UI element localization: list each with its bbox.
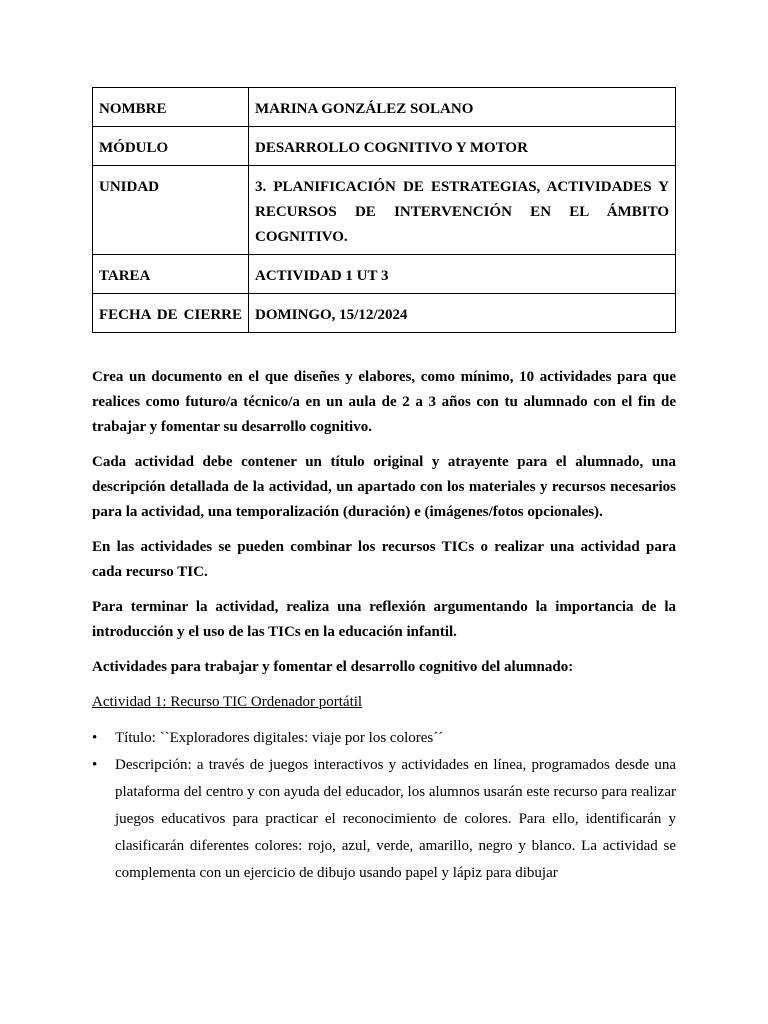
unidad-value: 3. PLANIFICACIÓN DE ESTRATEGIAS, ACTIVIDADES Y RECURSOS DE INTERVENCIÓN EN EL ÁMBITO COGNITIVO.	[249, 166, 676, 255]
table-row	[93, 294, 676, 333]
nombre-value: MARINA GONZÁLEZ SOLANO	[249, 88, 676, 127]
tarea-label: TAREA	[93, 255, 249, 294]
activity-item-list	[92, 725, 676, 887]
list-item	[92, 752, 676, 887]
modulo-value: DESARROLLO COGNITIVO Y MOTOR	[249, 127, 676, 166]
modulo-label: MÓDULO	[93, 127, 249, 166]
activity-item-text: Descripción: a través de juegos interactivos y actividades en línea, programados desde una plataforma del centro y con ayuda del educador, los alumnos usarán este recurso para realizar juegos educativos para practicar el reconocimiento de colores. Para ello, identificarán y clasificarán diferentes colores: rojo, azul, verde, amarillo, negro y blanco. La actividad se complementa con un ejercicio de dibujo usando papel y lápiz para dibujar	[115, 757, 676, 881]
list-item	[92, 725, 676, 752]
header-table	[92, 87, 676, 333]
bullet-icon: •	[92, 730, 98, 746]
document-page	[92, 87, 676, 887]
instruction-paragraph: Para terminar la actividad, realiza una reflexión argumentando la importancia de la introducción y el uso de las TICs en la educación infantil.	[92, 599, 676, 640]
instruction-paragraph: Crea un documento en el que diseñes y elabores, como mínimo, 10 actividades para que realices como futuro/a técnico/a en un aula de 2 a 3 años con tu alumnado con el fin de trabajar y fomentar su desarrollo cognitivo.	[92, 369, 676, 435]
table-row	[93, 88, 676, 127]
table-row	[93, 255, 676, 294]
tarea-value: ACTIVIDAD 1 UT 3	[249, 255, 676, 294]
activity-title: Actividad 1: Recurso TIC Ordenador portátil	[92, 694, 363, 710]
activity-item-text: Título: ``Exploradores digitales: viaje por los colores´´	[115, 730, 444, 746]
table-row	[93, 127, 676, 166]
instruction-paragraph: En las actividades se pueden combinar los recursos TICs o realizar una actividad para cada recurso TIC.	[92, 539, 676, 580]
table-row	[93, 166, 676, 255]
fecha-cierre-label: FECHA DE CIERRE	[93, 294, 249, 333]
instruction-paragraph: Cada actividad debe contener un título original y atrayente para el alumnado, una descripción detallada de la actividad, un apartado con los materiales y recursos necesarios para la actividad, una temporalización (duración) e (imágenes/fotos opcionales).	[92, 454, 676, 520]
bullet-icon: •	[92, 757, 98, 773]
section-heading: Actividades para trabajar y fomentar el desarrollo cognitivo del alumnado:	[92, 659, 574, 675]
nombre-label: NOMBRE	[93, 88, 249, 127]
unidad-label: UNIDAD	[93, 166, 249, 255]
fecha-cierre-value: DOMINGO, 15/12/2024	[249, 294, 676, 333]
